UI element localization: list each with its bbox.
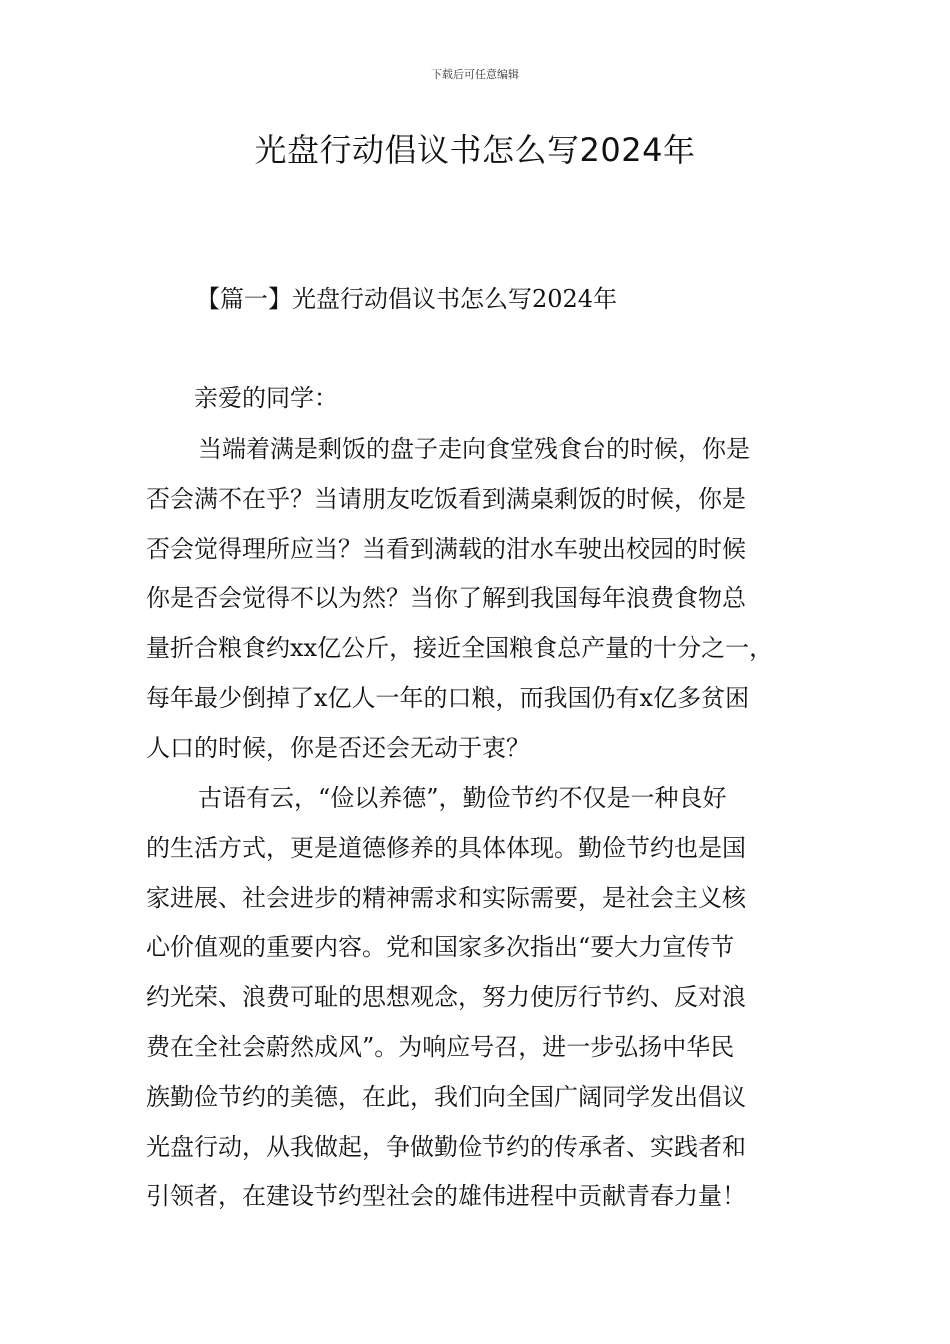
paragraph-line: 量折合粮食约xx亿公斤，接近全国粮食总产量的十分之一，: [146, 634, 774, 663]
paragraph-line: 族勤俭节约的美德，在此，我们向全国广阔同学发出倡议: [146, 1082, 746, 1111]
paragraph-line: 心价值观的重要内容。党和国家多次指出“要大力宣传节: [146, 933, 735, 962]
paragraph-line: 古语有云，“俭以养德”，勤俭节约不仅是一种良好: [198, 784, 727, 812]
header-note: 下载后可任意编辑: [431, 68, 519, 81]
paragraph-line: 约光荣、浪费可耻的思想观念，努力使厉行节约、反对浪: [146, 983, 746, 1012]
paragraph-line: 每年最少倒掉了x亿人一年的口粮，而我国仍有x亿多贫困: [146, 683, 750, 712]
paragraph-line: 光盘行动，从我做起，争做勤俭节约的传承者、实践者和: [146, 1132, 746, 1161]
section-heading: 【篇一】光盘行动倡议书怎么写2024年: [196, 285, 618, 313]
paragraph-line: 的生活方式，更是道德修养的具体体现。勤俭节约也是国: [146, 833, 746, 862]
paragraph-line: 否会满不在乎？当请朋友吃饭看到满桌剩饭的时候，你是: [146, 484, 746, 513]
paragraph-line: 你是否会觉得不以为然？当你了解到我国每年浪费食物总: [146, 584, 746, 613]
greeting-line: 亲爱的同学：: [194, 384, 338, 412]
paragraph-line: 费在全社会蔚然成风”。为响应号召，进一步弘扬中华民: [146, 1032, 735, 1061]
paragraph-line: 当端着满是剩饭的盘子走向食堂残食台的时候，你是: [198, 435, 750, 463]
paragraph-line: 否会觉得理所应当？当看到满载的泔水车驶出校园的时候: [146, 534, 746, 563]
paragraph-1: [146, 429, 826, 778]
paragraph-2: [146, 778, 826, 1226]
paragraph-line: 引领者，在建设节约型社会的雄伟进程中贡献青春力量！: [146, 1182, 746, 1211]
paragraph-line: 人口的时候，你是否还会无动于衷？: [146, 733, 530, 762]
document-title: 光盘行动倡议书怎么写2024年: [254, 131, 696, 169]
paragraph-line: 家进展、社会进步的精神需求和实际需要，是社会主义核: [146, 883, 746, 912]
